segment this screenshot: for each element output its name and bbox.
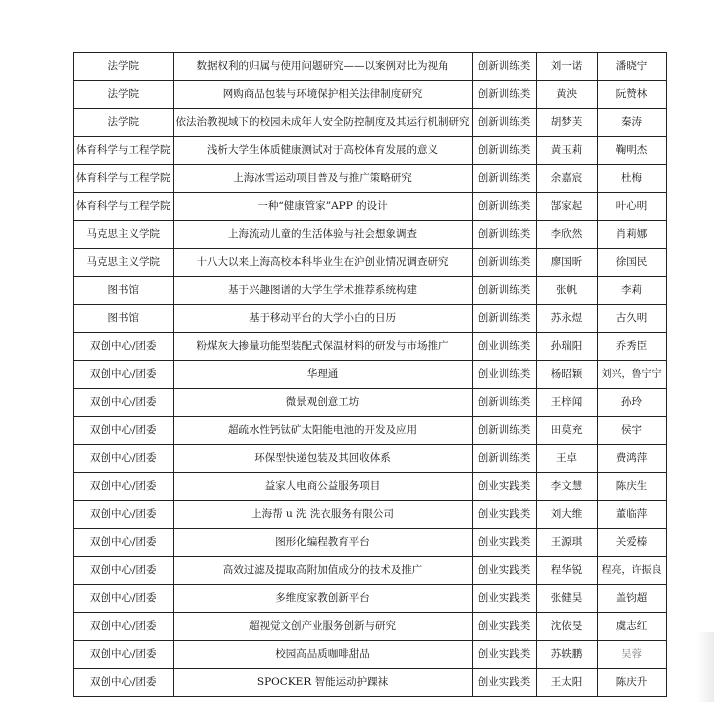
advisor-cell: 陈庆生 <box>597 473 666 501</box>
advisor-cell: 鞠明杰 <box>597 137 666 165</box>
table-row <box>74 473 667 501</box>
leader-cell: 刘一诺 <box>536 53 597 81</box>
college-cell: 双创中心/团委 <box>74 529 174 557</box>
project-type-cell: 创新训练类 <box>472 165 536 193</box>
advisor-cell: 程亮，许振良 <box>597 557 666 585</box>
project-name-cell: 网购商品包装与环境保护相关法律制度研究 <box>173 81 472 109</box>
project-name-cell: 基于兴趣图谱的大学生学术推荐系统构建 <box>173 277 472 305</box>
advisor-cell: 古久明 <box>597 305 666 333</box>
leader-cell: 廖国昕 <box>536 249 597 277</box>
project-name-cell: 十八大以来上海高校本科毕业生在沪创业情况调查研究 <box>173 249 472 277</box>
leader-cell: 黄玉莉 <box>536 137 597 165</box>
college-cell: 马克思主义学院 <box>74 221 174 249</box>
table-row <box>74 669 667 697</box>
advisor-cell: 盖钧超 <box>597 585 666 613</box>
college-cell: 双创中心/团委 <box>74 669 174 697</box>
advisor-cell: 关爱榛 <box>597 529 666 557</box>
project-name-cell: 超疏水性钙钛矿太阳能电池的开发及应用 <box>173 417 472 445</box>
project-type-cell: 创新训练类 <box>472 53 536 81</box>
leader-cell: 王卓 <box>536 445 597 473</box>
table-row <box>74 557 667 585</box>
leader-cell: 孙瑞阳 <box>536 333 597 361</box>
table-row <box>74 389 667 417</box>
advisor-cell: 陈庆升 <box>597 669 666 697</box>
table-row <box>74 221 667 249</box>
project-name-cell: 多维度家教创新平台 <box>173 585 472 613</box>
table-row <box>74 613 667 641</box>
leader-cell: 田莫充 <box>536 417 597 445</box>
college-cell: 双创中心/团委 <box>74 641 174 669</box>
leader-cell: 王太阳 <box>536 669 597 697</box>
project-name-cell: 一种“健康管家”APP 的设计 <box>173 193 472 221</box>
leader-cell: 王源琪 <box>536 529 597 557</box>
college-cell: 双创中心/团委 <box>74 473 174 501</box>
college-cell: 双创中心/团委 <box>74 445 174 473</box>
project-name-cell: 数据权利的归属与使用问题研究——以案例对比为视角 <box>173 53 472 81</box>
college-cell: 法学院 <box>74 109 174 137</box>
table-row <box>74 417 667 445</box>
project-name-cell: 图形化编程教育平台 <box>173 529 472 557</box>
table-row <box>74 333 667 361</box>
project-type-cell: 创业训练类 <box>472 333 536 361</box>
college-cell: 双创中心/团委 <box>74 585 174 613</box>
leader-cell: 李文慧 <box>536 473 597 501</box>
project-type-cell: 创新训练类 <box>472 417 536 445</box>
table-row <box>74 249 667 277</box>
project-type-cell: 创新训练类 <box>472 109 536 137</box>
advisor-cell: 刘兴，鲁宁宁 <box>597 361 666 389</box>
project-type-cell: 创新训练类 <box>472 137 536 165</box>
project-name-cell: 上海流动儿童的生活体验与社会想象调查 <box>173 221 472 249</box>
project-name-cell: 校园高品质咖啡甜品 <box>173 641 472 669</box>
project-name-cell: 粉煤灰大掺量功能型装配式保温材料的研发与市场推广 <box>173 333 472 361</box>
advisor-cell: 虞志红 <box>597 613 666 641</box>
advisor-cell: 费鸿萍 <box>597 445 666 473</box>
table-row <box>74 641 667 669</box>
table-row <box>74 81 667 109</box>
leader-cell: 杨昭颖 <box>536 361 597 389</box>
college-cell: 双创中心/团委 <box>74 501 174 529</box>
table-row <box>74 137 667 165</box>
project-name-cell: SPOCKER 智能运动护踝袜 <box>173 669 472 697</box>
table-row <box>74 109 667 137</box>
project-type-cell: 创业实践类 <box>472 613 536 641</box>
advisor-cell: 孙玲 <box>597 389 666 417</box>
leader-cell: 刘大维 <box>536 501 597 529</box>
project-name-cell: 上海冰雪运动项目普及与推广策略研究 <box>173 165 472 193</box>
college-cell: 体育科学与工程学院 <box>74 165 174 193</box>
college-cell: 法学院 <box>74 81 174 109</box>
table-row <box>74 585 667 613</box>
project-name-cell: 基于移动平台的大学小白的日历 <box>173 305 472 333</box>
page-edge-shadow <box>696 632 714 702</box>
project-name-cell: 环保型快递包装及其回收体系 <box>173 445 472 473</box>
leader-cell: 沈依旻 <box>536 613 597 641</box>
advisor-cell: 肖莉娜 <box>597 221 666 249</box>
college-cell: 体育科学与工程学院 <box>74 137 174 165</box>
project-name-cell: 益家人电商公益服务项目 <box>173 473 472 501</box>
college-cell: 体育科学与工程学院 <box>74 193 174 221</box>
leader-cell: 苏轶鹏 <box>536 641 597 669</box>
college-cell: 双创中心/团委 <box>74 417 174 445</box>
project-name-cell: 华理通 <box>173 361 472 389</box>
table-row <box>74 445 667 473</box>
college-cell: 双创中心/团委 <box>74 333 174 361</box>
college-cell: 双创中心/团委 <box>74 361 174 389</box>
project-type-cell: 创业实践类 <box>472 529 536 557</box>
project-type-cell: 创新训练类 <box>472 221 536 249</box>
advisor-cell: 侯宇 <box>597 417 666 445</box>
project-name-cell: 依法治教视域下的校园未成年人安全防控制度及其运行机制研究 <box>173 109 472 137</box>
project-type-cell: 创业训练类 <box>472 361 536 389</box>
project-type-cell: 创业实践类 <box>472 557 536 585</box>
advisor-cell: 乔秀臣 <box>597 333 666 361</box>
college-cell: 图书馆 <box>74 277 174 305</box>
project-type-cell: 创业实践类 <box>472 501 536 529</box>
advisor-cell: 叶心明 <box>597 193 666 221</box>
project-name-cell: 上海帮 u 洗 洗衣服务有限公司 <box>173 501 472 529</box>
project-table <box>73 52 667 697</box>
advisor-cell: 潘晓宁 <box>597 53 666 81</box>
table-row <box>74 529 667 557</box>
leader-cell: 李欣然 <box>536 221 597 249</box>
college-cell: 图书馆 <box>74 305 174 333</box>
project-type-cell: 创新训练类 <box>472 249 536 277</box>
college-cell: 双创中心/团委 <box>74 557 174 585</box>
table-row <box>74 501 667 529</box>
leader-cell: 苏永煜 <box>536 305 597 333</box>
project-type-cell: 创新训练类 <box>472 389 536 417</box>
project-type-cell: 创业实践类 <box>472 585 536 613</box>
college-cell: 马克思主义学院 <box>74 249 174 277</box>
table-row <box>74 193 667 221</box>
leader-cell: 黄泱 <box>536 81 597 109</box>
project-type-cell: 创业实践类 <box>472 473 536 501</box>
leader-cell: 张健昊 <box>536 585 597 613</box>
table-row <box>74 53 667 81</box>
leader-cell: 王梓闻 <box>536 389 597 417</box>
table-row <box>74 305 667 333</box>
table-row <box>74 165 667 193</box>
project-type-cell: 创新训练类 <box>472 305 536 333</box>
leader-cell: 郜家起 <box>536 193 597 221</box>
table-row <box>74 361 667 389</box>
project-type-cell: 创新训练类 <box>472 193 536 221</box>
project-name-cell: 高效过滤及提取高附加值成分的技术及推广 <box>173 557 472 585</box>
project-type-cell: 创新训练类 <box>472 445 536 473</box>
project-type-cell: 创业实践类 <box>472 641 536 669</box>
leader-cell: 胡梦芙 <box>536 109 597 137</box>
leader-cell: 余嘉宸 <box>536 165 597 193</box>
leader-cell: 程华锐 <box>536 557 597 585</box>
project-type-cell: 创新训练类 <box>472 81 536 109</box>
advisor-cell: 徐国民 <box>597 249 666 277</box>
college-cell: 法学院 <box>74 53 174 81</box>
table-row <box>74 277 667 305</box>
college-cell: 双创中心/团委 <box>74 613 174 641</box>
leader-cell: 张帆 <box>536 277 597 305</box>
advisor-cell: 秦涛 <box>597 109 666 137</box>
project-table-body <box>74 53 667 697</box>
project-type-cell: 创新训练类 <box>472 277 536 305</box>
advisor-cell: 阮赞林 <box>597 81 666 109</box>
advisor-cell: 杜梅 <box>597 165 666 193</box>
project-type-cell: 创业实践类 <box>472 669 536 697</box>
project-name-cell: 超视觉文创产业服务创新与研究 <box>173 613 472 641</box>
project-name-cell: 浅析大学生体质健康测试对于高校体育发展的意义 <box>173 137 472 165</box>
college-cell: 双创中心/团委 <box>74 389 174 417</box>
advisor-cell: 董临萍 <box>597 501 666 529</box>
advisor-cell: 李莉 <box>597 277 666 305</box>
project-name-cell: 微景观创意工坊 <box>173 389 472 417</box>
advisor-cell: 吴蓉 <box>597 641 666 669</box>
